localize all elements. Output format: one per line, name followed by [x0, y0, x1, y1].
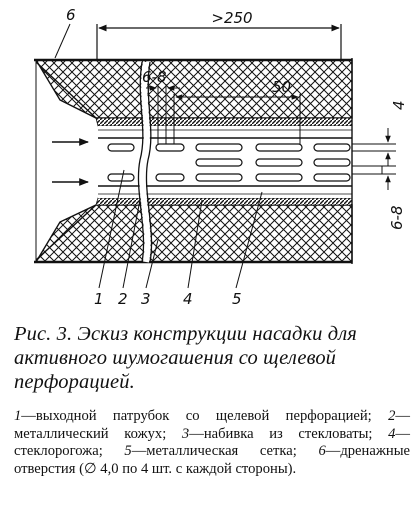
dimension-total-length: [97, 9, 341, 60]
legend-num-4: 4: [388, 425, 396, 442]
callout-3: 3: [141, 290, 151, 308]
legend-num-1: 1: [14, 408, 22, 424]
callout-1: 1: [94, 290, 104, 308]
slot-pitch-label: 50: [272, 78, 292, 96]
callout-numbers: [94, 290, 242, 308]
callout-4: 4: [183, 290, 193, 308]
legend-text-2: —металлический кожух;: [14, 408, 410, 442]
dimension-slot-width: [352, 100, 408, 166]
legend-num-6: 6: [318, 443, 326, 459]
slot-gap-top-label: 6-8: [142, 68, 167, 86]
figure-caption-legend: [14, 408, 410, 478]
legend-text-3: —набивка из стекловаты;: [189, 425, 389, 442]
insulation-top: [34, 60, 352, 118]
legend-text-6: —дренажные отверстия (∅ 4,0 по 4 шт. с каждой стороны).: [14, 443, 410, 477]
figure-caption-title: Рис. 3. Эскиз конструкции насадки для активного шумогашения со щелевой перфорацией.: [14, 323, 357, 393]
callout-6: 6: [66, 6, 76, 24]
slot-width-label: 4: [390, 100, 408, 110]
dimension-slot-gap-side: [352, 166, 406, 230]
total-length-label: >250: [211, 9, 253, 27]
legend-num-3: 3: [181, 425, 190, 442]
legend-text-4: —стеклорогожа;: [14, 425, 410, 459]
legend-text-5: —металлическая сетка;: [131, 443, 319, 459]
slot-gap-side-label: 6-8: [388, 205, 406, 230]
legend-num-2: 2: [388, 408, 396, 424]
callout-drain-holes: [55, 6, 76, 58]
legend-num-5: 5: [124, 443, 132, 459]
legend-text-1: —выходной патрубок со щелевой перфорацией;: [21, 408, 389, 424]
callout-2: 2: [118, 290, 128, 308]
callout-5: 5: [232, 290, 242, 308]
flow-arrows: [52, 142, 88, 182]
